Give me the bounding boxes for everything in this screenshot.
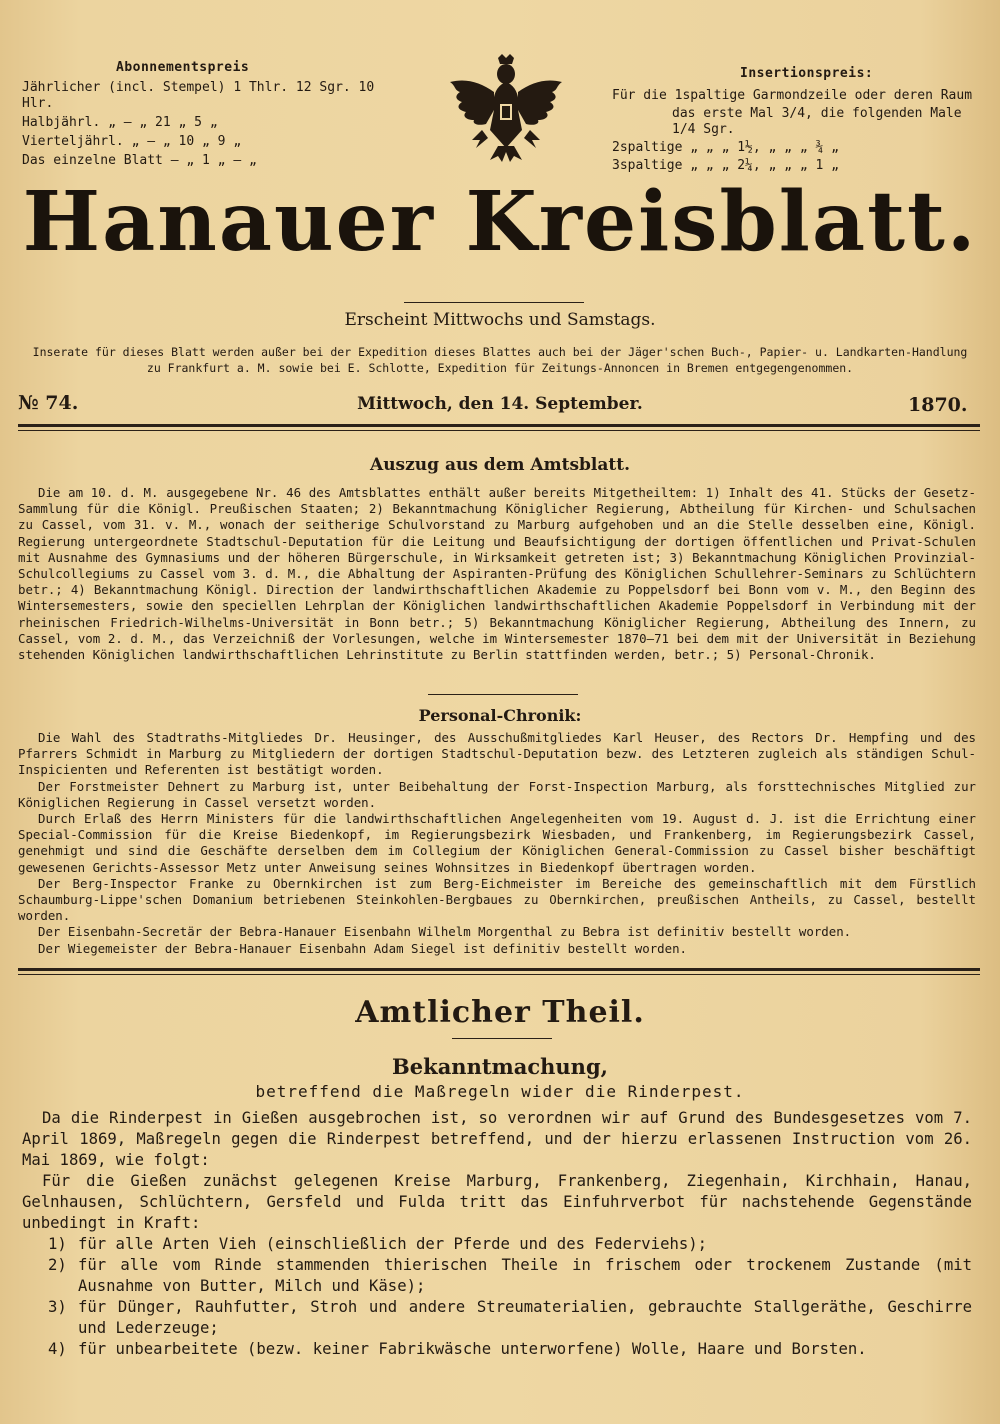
header-rule-thin [18,430,980,431]
insert-notice-line: Inserate für dieses Blatt werden außer bei der Expedition dieses Blattes auch bei der Jäger'schen Buch-, Papier- u. Landkarten-Handlung [32,345,968,359]
issue-date: Mittwoch, den 14. September. [357,394,643,414]
official-title: Amtlicher Theil. [355,995,645,1030]
insert-notice-line: zu Frankfurt a. M. sowie bei E. Schlotte, Expedition für Zeitungs-Annoncen in Bremen entgegengenommen. [146,361,854,375]
masthead-divider [404,302,584,303]
excerpt-body [18,485,976,663]
prohibited-items-list [22,1234,972,1360]
subscription-row: Halbjährl. „ — „ 21 „ 5 „ [22,115,218,130]
insertion-row: 3spaltige „ „ „ 2¼, „ „ „ 1 „ [612,158,839,173]
list-item [22,1339,972,1360]
subscription-row: Das einzelne Blatt — „ 1 „ — „ [22,153,257,168]
list-item-number: 4) [48,1340,67,1358]
announcement-subtitle: betreffend die Maßregeln wider die Rinderpest. [255,1082,745,1101]
announcement-title: Bekanntmachung, [392,1054,608,1079]
official-rule-thin [18,974,980,975]
subscription-row: Jährlicher (incl. Stempel) 1 Thlr. 12 Sgr. 10 Hlr. [22,80,375,111]
section-divider [428,694,578,695]
chronicle-paragraph: Der Wiegemeister der Bebra-Hanauer Eisenbahn Adam Siegel ist definitiv bestellt worden. [38,940,688,956]
chronicle-paragraph: Der Eisenbahn-Secretär der Bebra-Hanauer Eisenbahn Wilhelm Morgenthal zu Bebra ist definitiv bestellt worden. [38,924,852,940]
insertion-heading: Insertionspreis: [740,66,874,81]
chronicle-body [18,730,976,957]
insertion-row: 2spaltige „ „ „ 1½, „ „ „ ¾ „ [612,140,839,155]
issue-year: 1870. [908,394,968,416]
list-item-text: für Dünger, Rauhfutter, Stroh und andere Streumaterialien, gebrauchte Stallgeräthe, Geschirre und Lederzeuge; [78,1298,972,1337]
list-item [22,1297,972,1339]
announcement-body [22,1108,972,1360]
official-rule-thick [18,968,980,971]
insert-notice [20,344,980,376]
list-item-number: 1) [48,1235,67,1253]
insertion-price-block [612,66,992,174]
list-item-text: für unbearbeitete (bezw. keiner Fabrikwäsche unterworfene) Wolle, Haare und Borsten. [78,1340,867,1358]
header-rule-thick [18,424,980,427]
official-title-divider [452,1038,552,1039]
list-item [22,1234,972,1255]
announcement-intro: Da die Rinderpest in Gießen ausgebrochen ist, so verordnen wir auf Grund des Bundesgesetzes vom 7. April 1869, Maßregeln gegen die Rinderpest betreffend, und der hierzu erlassenen Instruction vom 26. Mai 1869, wie folgt: [22,1109,972,1169]
prussian-eagle-icon [446,52,566,164]
publication-frequency: Erscheint Mittwochs und Samstags. [344,310,656,330]
chronicle-paragraph: Der Forstmeister Dehnert zu Marburg ist, unter Beibehaltung der Forst-Inspection Marburg, als forsttechnisches Mitglied zur Königlichen Regierung in Cassel versetzt worden. [18,778,976,810]
chronicle-paragraph: Durch Erlaß des Herrn Ministers für die landwirthschaftlichen Angelegenheiten vom 19. August d. J. ist die Errichtung einer Special-Commission für die Kreise Biedenkopf, im Regierungsbezirk Wiesbaden, und Frankenberg, im Regierungsbezirk Cassel, genehmigt und sind die Geschäfte derselben dem im Collegium der Königlichen General-Commission zu Cassel bisher beschäftigt gewesenen Gerichts-Assessor Metz unter Anweisung seines Wohnsitzes in Biedenkopf übertragen worden. [18,811,976,875]
list-item-text: für alle Arten Vieh (einschließlich der Pferde und des Federviehs); [78,1235,708,1253]
masthead-title: Hanauer Kreisblatt. [22,174,978,270]
list-item [22,1255,972,1297]
chronicle-title: Personal-Chronik: [418,706,582,725]
excerpt-text: Die am 10. d. M. ausgegebene Nr. 46 des Amtsblattes enthält außer bereits Mitgetheiltem: 1) Inhalt des 41. Stücks der Gesetz-Sammlung für die Königl. Preußischen Staaten; 2) Bekanntmachung Königlicher Regierung, Abtheilung für Kirchen- und Schulsachen zu Cassel, vom 31. v. M., wonach der seitherige Schulvorstand zu Marburg aufgehoben und an die Stelle desselben eine, Königl. Regierung untergeordnete Stadtschul-Deputation für die Leitung und Beaufsichtigung der dortigen öffentlichen und Privat-Schulen mit Ausnahme des Gymnasiums und der höheren Bürgerschule, in Wirksamkeit getreten ist; 3) Bekanntmachung Königlichen Provinzial-Schulcollegiums zu Cassel vom 3. d. M., die Abhaltung der Aspiranten-Prüfung des Königlichen Schullehrer-Seminars zu Schlüchtern betr.; 4) Bekanntmachung Königl. Direction der landwirthschaftlichen Akademie zu Poppelsdorf bei Bonn vom v. M., den Beginn des Wintersemesters, sowie den speciellen Lehrplan der Königlichen landwirthschaftlichen Akademie Poppelsdorf in Verbindung mit der rheinischen Friedrich-Wilhelms-Universität in Bonn betr.; 5) Bekanntmachung Königlicher Regierung, Abtheilung des Innern, zu Cassel, vom 2. d. M., das Verzeichniß der Vorlesungen, welche im Wintersemester 1870—71 bei dem mit der Universität in Beziehung stehenden Königlichen landwirthschaftlichen Lehrinstitute zu Berlin stattfinden werden, betr.; 5) Personal-Chronik. [18,485,976,663]
list-item-number: 2) [48,1256,67,1274]
list-item-number: 3) [48,1298,67,1316]
announcement-paragraph: Für die Gießen zunächst gelegenen Kreise Marburg, Frankenberg, Ziegenhain, Kirchhain, Hanau, Gelnhausen, Schlüchtern, Gersfeld und Fulda tritt das Einfuhrverbot für nachstehende Gegenstände unbedingt in Kraft: [22,1172,972,1232]
subscription-row: Vierteljährl. „ — „ 10 „ 9 „ [22,134,242,149]
excerpt-title: Auszug aus dem Amtsblatt. [370,455,630,475]
list-item-text: für alle vom Rinde stammenden thierischen Theile in frischem oder trockenem Zustande (mit Ausnahme von Butter, Milch und Käse); [78,1256,972,1295]
subscription-heading: Abonnementspreis [116,60,250,75]
chronicle-paragraph: Der Berg-Inspector Franke zu Obernkirchen ist zum Berg-Eichmeister im Bereiche des gemeinschaftlich mit dem Fürstlich Schaumburg-Lippe'schen Domanium betriebenen Steinkohlen-Bergbaues zu Obernkirchen, preußischen Antheils, zu Cassel, bestellt worden. [18,875,976,924]
insertion-row: das erste Mal 3/4, die folgenden Male 1/4 Sgr. [672,106,962,137]
chronicle-paragraph: Die Wahl des Stadtraths-Mitgliedes Dr. Heusinger, des Ausschußmitgliedes Karl Heuser, des Rectors Dr. Hempfing und des Pfarrers Schmidt in Marburg zu Mitgliedern der dortigen Stadtschul-Deputation bezw. des Letzteren zugleich als ständigen Schul-Inspicienten und Referenten ist bestätigt worden. [18,730,976,778]
insertion-row: Für die 1spaltige Garmondzeile oder deren Raum [612,88,973,103]
issue-number: № 74. [18,392,79,414]
subscription-price-block [22,60,382,169]
